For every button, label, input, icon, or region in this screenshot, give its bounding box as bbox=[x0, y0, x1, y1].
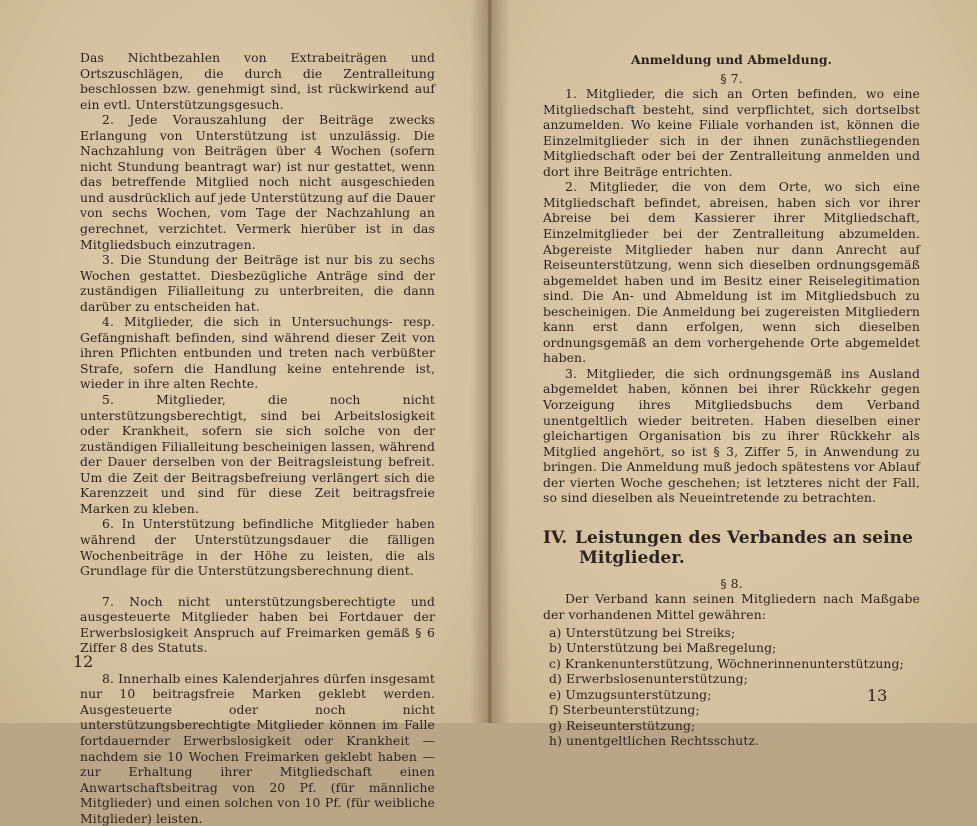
chapter-title-line-2: Mitglieder. bbox=[579, 547, 685, 568]
right-page bbox=[490, 0, 977, 749]
list-item: e) Umzugsunterstützung; bbox=[549, 686, 712, 702]
section-7-label: § 7. bbox=[720, 70, 743, 86]
list-item: g) Reiseunterstützung; bbox=[549, 717, 696, 733]
left-page bbox=[0, 0, 488, 826]
benefits-list bbox=[543, 625, 920, 749]
left-paragraph-3: 3. Die Stundung der Beiträge ist nur bis zu sechs Wochen gestattet. Diesbezügliche Anträge sind der zuständigen Filialleitung zu unterbreiten, die dann darüber zu entscheiden hat. bbox=[80, 252, 435, 314]
right-page-text bbox=[543, 50, 920, 749]
section-heading: Anmeldung und Abmeldung. bbox=[630, 52, 832, 67]
list-item: f) Sterbeunterstützung; bbox=[549, 702, 700, 718]
chapter-heading bbox=[543, 528, 920, 568]
chapter-number: IV. bbox=[543, 527, 568, 548]
list-item: a) Unterstützung bei Streiks; bbox=[549, 624, 736, 640]
right-paragraph-1: 1. Mitglieder, die sich an Orten befinden, wo eine Mitgliedschaft besteht, sind verpflichtet, sich dortselbst anzumelden. Wo keine Filiale vorhanden ist, können die Einzelmitglieder sich in der ihnen zunächstliegenden Mitgliedschaft oder bei der Zentralleitung anmelden und dort ihre Beiträge entrichten. bbox=[543, 86, 920, 179]
chapter-title-line-1: Leistungen des Verbandes an seine bbox=[575, 527, 914, 548]
left-paragraph-6: 6. In Unterstützung befindliche Mitglieder haben während der Unterstützungsdauer die fälligen Wochenbeiträge in der Höhe zu leisten, die als Grundlage für die Unterstützungsberechnung dient. bbox=[80, 516, 435, 579]
list-item: c) Krankenunterstützung, Wöchnerinnenunterstützung; bbox=[549, 655, 904, 671]
right-paragraph-2: 2. Mitglieder, die von dem Orte, wo sich eine Mitgliedschaft befindet, abreisen, haben sich vor ihrer Abreise bei dem Kassierer ihrer Mitgliedschaft, Einzelmitglieder bei der Zentralleitung abzumelden. Abgereiste Mitglieder haben nur dann Anrecht auf Reiseunterstützung, wenn sich dieselben ordnungsgemäß abgemeldet haben und im Besitz einer Reiselegitimation sind. Die An- und Abmeldung ist im Mitgliedsbuch zu bescheinigen. Die Anmeldung bei zugereisten Mitgliedern kann erst dann erfolgen, wenn sich dieselben ordnungsgemäß an dem vorhergehende Orte abgemeldet haben. bbox=[543, 179, 920, 366]
section-8-label: § 8. bbox=[720, 575, 743, 591]
right-paragraph-3: 3. Mitglieder, die sich ordnungsgemäß ins Ausland abgemeldet haben, können bei ihrer Rückkehr gegen Vorzeigung ihres Mitgliedsbuchs dem Verband unentgeltlich wieder beitreten. Haben dieselben einer gleichartigen Organisation bis zu ihrer Rückkehr als Mitglied angehört, so ist § 3, Ziffer 5, in Anwendung zu bringen. Die Anmeldung muß jedoch spätestens vor Ablauf der vierten Woche geschehen; ist letzteres nicht der Fall, so sind dieselben als Neueintretende zu betrachten. bbox=[543, 365, 920, 506]
left-paragraph-8: 8. Innerhalb eines Kalenderjahres dürfen insgesamt nur 10 beitragsfreie Marken geklebt werden. Ausgesteuerte oder noch nicht unterstützungsberechtigte Mitglieder können im Falle fortdauernder Erwerbslosigkeit oder Krankheit — nachdem sie 10 Wochen Freimarken geklebt haben — zur Erhaltung ihrer Mitgliedschaft einen Anwartschaftsbeitrag von 20 Pf. (für männliche Mitglieder) und einen solchen von 10 Pf. (für weibliche Mitglieder) leisten. bbox=[80, 670, 435, 826]
list-item: b) Unterstützung bei Maßregelung; bbox=[549, 640, 777, 656]
left-paragraph-2: 2. Jede Vorauszahlung der Beiträge zwecks Erlangung von Unterstützung ist unzulässig. Die Nachzahlung von Beiträgen über 4 Wochen (sofern nicht Stundung beantragt war) ist nur gestattet, wenn das betreffende Mitglied noch nicht ausgeschieden und ausdrücklich auf jede Unterstützung auf die Dauer von sechs Wochen, vom Tage der Nachzahlung an gerechnet, verzichtet. Vermerk hierüber ist in das Mitgliedsbuch einzutragen. bbox=[80, 112, 435, 252]
page-number-left: 12 bbox=[73, 652, 94, 671]
left-paragraph-7: 7. Noch nicht unterstützungsberechtigte und ausgesteuerte Mitglieder haben bei Fortdauer der Erwerbslosigkeit Anspruch auf Freimarken gemäß § 6 Ziffer 8 des Statuts. bbox=[80, 593, 435, 656]
left-paragraph-4: 4. Mitglieder, die sich in Untersuchungs- resp. Gefängnishaft befinden, sind während dieser Zeit von ihren Pflichten entbunden und treten nach verbüßter Strafe, sofern die Handlung keine entehrende ist, wieder in ihre alten Rechte. bbox=[80, 314, 435, 392]
list-item: d) Erwerbslosenunterstützung; bbox=[549, 671, 748, 687]
section-8-intro: Der Verband kann seinen Mitgliedern nach Maßgabe der vorhandenen Mittel gewähren: bbox=[543, 591, 920, 622]
list-item: h) unentgeltlichen Rechtsschutz. bbox=[549, 733, 760, 749]
left-page-text bbox=[80, 50, 435, 826]
page-number-right: 13 bbox=[867, 686, 888, 705]
left-paragraph-1: Das Nichtbezahlen von Extrabeiträgen und Ortszuschlägen, die durch die Zentralleitung beschlossen bzw. genehmigt sind, ist rückwirkend auf ein evtl. Unterstützungsgesuch. bbox=[80, 50, 435, 112]
left-paragraph-5: 5. Mitglieder, die noch nicht unterstützungsberechtigt, sind bei Arbeitslosigkeit oder Krankheit, sofern sie sich solche von der zuständigen Filialleitung bescheinigen lassen, während der Dauer derselben von der Beitragsleistung befreit. Um die Zeit der Beitragsbefreiung verlängert sich die Karenzzeit und sind für diese Zeit beitragsfreie Marken zu kleben. bbox=[80, 392, 435, 516]
